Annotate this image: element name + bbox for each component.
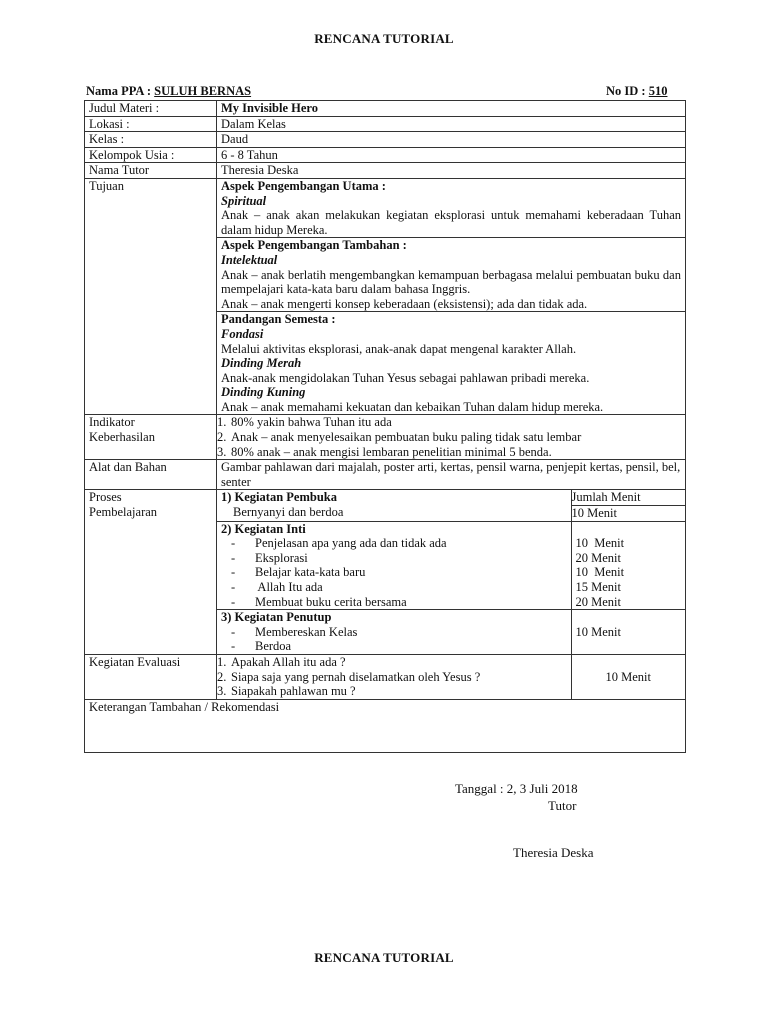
evaluasi-label: Kegiatan Evaluasi [85,654,217,699]
item-text: Penjelasan apa yang ada dan tidak ada [255,536,447,551]
row-tutor [85,163,686,179]
row-lokasi [85,116,686,132]
evaluasi-minutes: 10 Menit [571,655,685,699]
item-number: 1. [217,415,227,430]
nama-ppa-label: Nama PPA : [86,84,152,98]
pembuka-minutes-cell [571,490,685,521]
tutor-label: Tutor [548,798,577,813]
row-keterangan [85,699,686,752]
list-item: - Membuat buku cerita bersama [231,594,407,609]
indikator-label [85,415,217,460]
kelas-value: Daud [217,132,686,148]
inti-heading: 2) Kegiatan Inti [221,521,306,536]
nama-ppa [86,84,251,99]
alat-text: Gambar pahlawan dari majalah, poster arti, kertas, pensil warna, penjepit kertas, pensil, bel, senter [217,460,686,490]
row-alat [85,460,686,490]
inti-minutes: 15 Menit [575,580,621,594]
list-item: - Membereskan Kelas [231,624,358,639]
tambahan-text-2: Anak – anak mengerti konsep keberadaan (eksistensi); ada dan tidak ada. [221,296,588,311]
row-proses [85,490,686,655]
kuning-text: Anak – anak memahami kekuatan dan kebaikan Tuhan dalam hidup mereka. [221,399,604,414]
item-text: Membuat buku cerita bersama [255,594,407,609]
pembuka-minutes: 10 Menit [571,506,617,521]
evaluasi-list [217,655,571,699]
tujuan-semesta [217,312,686,415]
judul-label: Judul Materi : [85,101,217,117]
evaluasi-cell [217,654,686,699]
merah-text: Anak-anak mengidolakan Tuhan Yesus sebagai pahlawan pribadi mereka. [221,370,590,385]
list-item [217,415,681,430]
lokasi-value: Dalam Kelas [217,116,686,132]
row-tujuan-utama [85,178,686,237]
penutup-minutes-cell [571,610,685,654]
inti-minutes-cell [571,521,685,610]
jumlah-menit-header: Jumlah Menit [572,490,686,506]
item-number: 1. [217,654,227,669]
no-id [606,84,667,99]
tanggal: Tanggal : 2, 3 Juli 2018 [455,781,578,796]
indikator-list [217,415,686,460]
usia-label: Kelompok Usia : [85,147,217,163]
list-item: - Allah Itu ada [231,580,323,594]
tambahan-heading: Aspek Pengembangan Tambahan : [221,238,407,253]
no-id-label: No ID : [606,84,646,98]
tujuan-tambahan [217,238,686,312]
item-text: Berdoa [255,639,292,654]
inti-minutes: 20 Menit [575,550,621,565]
tutorial-table [84,100,686,753]
item-text: Anak – anak menyelesaikan pembuatan buku paling tidak satu lembar [231,430,582,445]
item-text: Siapa saja yang pernah diselamatkan oleh Yesus ? [231,669,481,684]
keterangan-label: Keterangan Tambahan / Rekomendasi [85,699,686,752]
item-number: 3. [217,444,227,459]
item-text: 80% yakin bahwa Tuhan itu ada [231,415,392,430]
tutor-label: Nama Tutor [85,163,217,179]
indikator-label-2: Keberhasilan [89,430,155,445]
list-item [217,444,681,460]
penutup-heading: 3) Kegiatan Penutup [221,610,332,625]
lokasi-label: Lokasi : [85,116,217,132]
proses-cell [217,490,686,655]
document-title-bottom: RENCANA TUTORIAL [314,950,454,965]
list-item [217,430,681,445]
nama-ppa-value: SULUH BERNAS [154,84,252,98]
row-kelas [85,132,686,148]
kuning-sub: Dinding Kuning [221,385,306,400]
list-item [217,684,567,699]
item-text: Apakah Allah itu ada ? [231,654,346,669]
alat-label: Alat dan Bahan [85,460,217,490]
item-text: Eksplorasi [255,550,308,565]
list-item: - Penjelasan apa yang ada dan tidak ada [231,536,447,551]
fondasi-sub: Fondasi [221,326,264,341]
pembuka-heading: 1) Kegiatan Pembuka [221,490,337,505]
row-indikator [85,415,686,460]
utama-sub: Spiritual [221,193,267,208]
tambahan-sub: Intelektual [221,252,278,267]
tambahan-text-1: Anak – anak berlatih mengembangkan kemampuan berbagasa melalui pembuatan buku dan mempelajari kata-kata baru dalam bahasa Inggris. [221,267,681,297]
item-text: Siapakah pahlawan mu ? [231,684,356,699]
inti-minutes: 10 Menit [575,536,625,551]
item-text: Membereskan Kelas [255,624,358,639]
kelas-label: Kelas : [85,132,217,148]
fondasi-text: Melalui aktivitas eksplorasi, anak-anak dapat mengenal karakter Allah. [221,341,577,356]
inti-minutes: 10 Menit [575,565,625,580]
utama-heading: Aspek Pengembangan Utama : [221,178,386,193]
proses-label [85,490,217,655]
merah-sub: Dinding Merah [221,356,302,371]
utama-text: Anak – anak akan melakukan kegiatan eksplorasi untuk memahami keberadaan Tuhan dalam hidup Mereka. [221,208,681,237]
inti-minutes: 20 Menit [575,594,621,609]
tutor-value: Theresia Deska [217,163,686,179]
semesta-heading: Pandangan Semesta : [221,312,336,327]
inti-cell [217,521,571,610]
penutup-cell [217,610,571,654]
item-number: 3. [217,684,227,699]
proses-table [217,490,685,654]
proses-label-2: Pembelajaran [89,505,158,520]
proses-label-1: Proses [89,490,122,505]
judul-value: My Invisible Hero [217,101,686,117]
penutup-minutes: 10 Menit [575,624,621,639]
item-text: Belajar kata-kata baru [255,565,366,580]
indikator-label-1: Indikator [89,415,135,430]
list-item: - Belajar kata-kata baru [231,565,366,580]
usia-value: 6 - 8 Tahun [217,147,686,163]
document-title: RENCANA TUTORIAL [314,31,454,46]
item-text: 80% anak – anak mengisi lembaran penelitian minimal 5 benda. [231,444,552,459]
list-item: - Berdoa [231,639,292,654]
row-evaluasi [85,654,686,699]
row-judul [85,101,686,117]
list-item [217,669,567,685]
item-text: Allah Itu ada [255,580,323,594]
item-number: 2. [217,430,227,445]
tujuan-utama [217,178,686,237]
signature-name: Theresia Deska [513,845,594,860]
list-item: - Eksplorasi [231,550,308,565]
tujuan-label: Tujuan [85,178,217,415]
item-number: 2. [217,669,227,684]
list-item [217,654,567,670]
row-usia [85,147,686,163]
pembuka-cell [217,490,571,521]
no-id-value: 510 [648,84,668,98]
pembuka-item: Bernyanyi dan berdoa [233,505,344,520]
